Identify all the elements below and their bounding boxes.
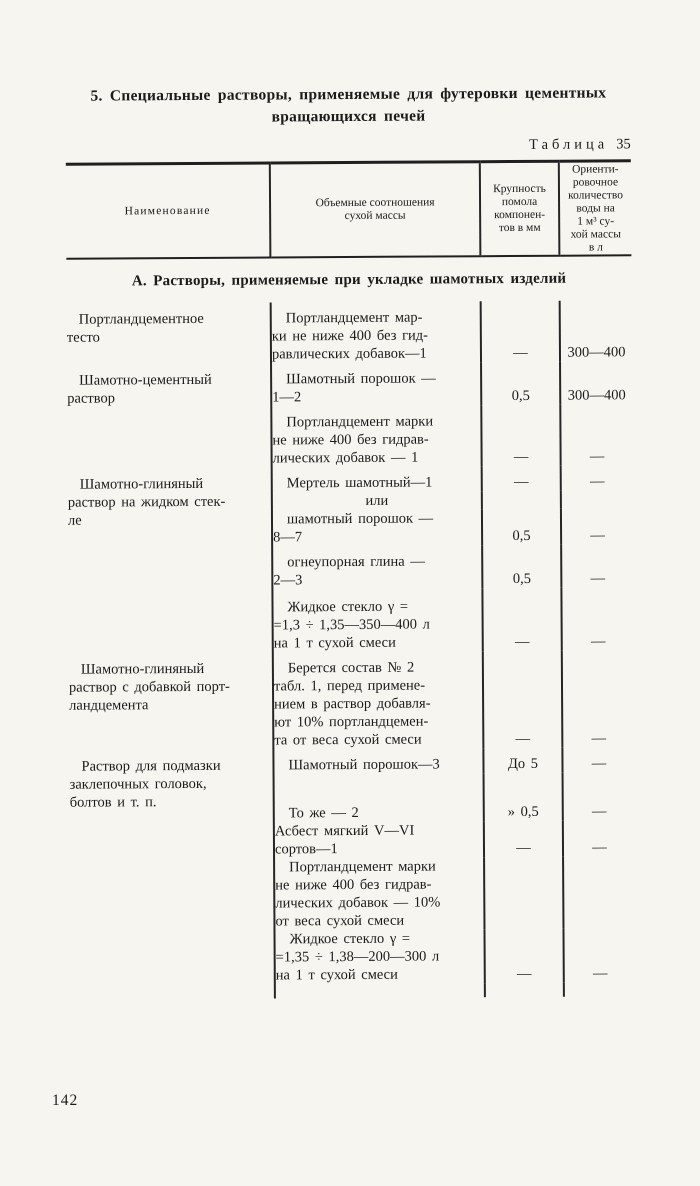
- section-header: А. Растворы, применяемые при укладке шамотных изделий: [131, 270, 567, 290]
- column-header-proportions: Объемные соотношения сухой массы: [270, 162, 481, 258]
- mix-cell: Асбест мягкий V—VI сортов—1: [274, 821, 484, 858]
- water-cell: —: [562, 650, 635, 747]
- name-cell: Шамотно-цементный раствор: [67, 371, 212, 407]
- table-caption-number: 35: [616, 136, 631, 153]
- grind-cell: —: [484, 821, 563, 857]
- grind-cell: —: [482, 588, 561, 651]
- page-number: 142: [52, 1092, 79, 1109]
- grind-cell: 0,5: [482, 509, 561, 545]
- mix-cell: Мертель шамотный—1: [272, 466, 482, 492]
- grind-cell: 0,5: [482, 545, 561, 588]
- table-row: [68, 465, 633, 493]
- document-heading: 5. Специальные растворы, применяемые для футеровки цементных вращающихся печей: [90, 84, 607, 126]
- table-caption-word: Таблица: [529, 136, 609, 153]
- name-cell: Шамотно-глиняный раствор на жидком стек- ле: [67, 475, 226, 529]
- water-cell: —: [561, 587, 633, 650]
- section-header-row: [66, 255, 631, 303]
- water-cell: [561, 490, 633, 508]
- mix-cell: Жидкое стекло γ = =1,3 ÷ 1,35—350—400 л на 1 т сухой смеси: [272, 588, 482, 652]
- grind-cell: [484, 857, 563, 929]
- table-header-row: [66, 161, 632, 259]
- mix-cell: Шамотный порошок—3: [273, 748, 483, 774]
- table-row: [69, 747, 634, 775]
- column-header-name: Наименование: [66, 163, 271, 259]
- column-header-water-amount: Ориенти- ровочное количество воды на 1 м³ су- хой массы в л: [559, 161, 632, 256]
- mix-cell: Берется состав № 2 табл. 1, перед примене- нием в раствор добавля- ют 10% портландцемен- та от веса сухой смеси: [273, 651, 484, 749]
- mix-cell: Портландцемент марки не ниже 400 без гидрав- лических добавок — 1: [271, 405, 481, 467]
- mix-cell: Портландцемент марки не ниже 400 без гидрав- лических добавок — 10% от веса сухой смеси: [274, 857, 484, 930]
- grind-cell: [482, 491, 561, 509]
- table-row: [67, 361, 632, 407]
- mix-cell: Жидкое стекло γ = =1,35 ÷ 1,38—200—300 л на 1 т сухой смеси: [274, 929, 484, 984]
- mix-cell: огнеупорная глина — 2—3: [272, 545, 482, 589]
- water-cell: —: [560, 404, 632, 465]
- mix-cell: шамотный порошок — 8—7: [272, 509, 482, 546]
- water-cell: —: [563, 820, 635, 856]
- water-cell: —: [563, 772, 635, 820]
- grind-cell: До 5: [483, 748, 562, 773]
- grind-cell: » 0,5: [484, 773, 563, 821]
- water-cell: 300—400: [560, 361, 632, 404]
- mix-cell: или: [272, 491, 482, 510]
- name-cell: Раствор для подмазки заклепочных головок, болтов и т. п.: [69, 757, 221, 811]
- mix-cell: Шамотный порошок — 1—2: [271, 362, 481, 406]
- name-cell: Шамотно-глиняный раствор с добавкой порт- ландцемента: [68, 660, 230, 714]
- grind-cell: —: [483, 651, 563, 748]
- water-cell: 300—400: [560, 300, 632, 361]
- water-cell: —: [561, 508, 633, 544]
- table-row: [67, 300, 632, 364]
- scan-content: [0, 82, 700, 1000]
- grind-cell: —: [484, 929, 563, 983]
- water-cell: —: [562, 747, 634, 772]
- water-cell: —: [563, 928, 635, 982]
- grind-cell: —: [481, 301, 560, 362]
- water-cell: [563, 856, 635, 928]
- water-cell: —: [561, 544, 633, 587]
- name-cell: Портландцементное тесто: [66, 310, 204, 346]
- grind-cell: 0,5: [481, 362, 560, 405]
- grind-cell: —: [481, 405, 560, 466]
- scanned-page: [0, 84, 700, 1186]
- mix-cell: Портландцемент мар- ки не ниже 400 без гид- равлических добавок—1: [271, 301, 481, 363]
- mortar-table: [66, 159, 636, 999]
- water-cell: —: [561, 465, 633, 490]
- grind-cell: —: [482, 466, 561, 491]
- column-header-grind-size: Крупность помола компонен- тов в мм: [480, 161, 560, 256]
- table-row-spacer: [71, 982, 636, 999]
- mix-cell: То же — 2: [274, 773, 484, 822]
- table-caption: [0, 136, 631, 157]
- table-row: [69, 650, 635, 750]
